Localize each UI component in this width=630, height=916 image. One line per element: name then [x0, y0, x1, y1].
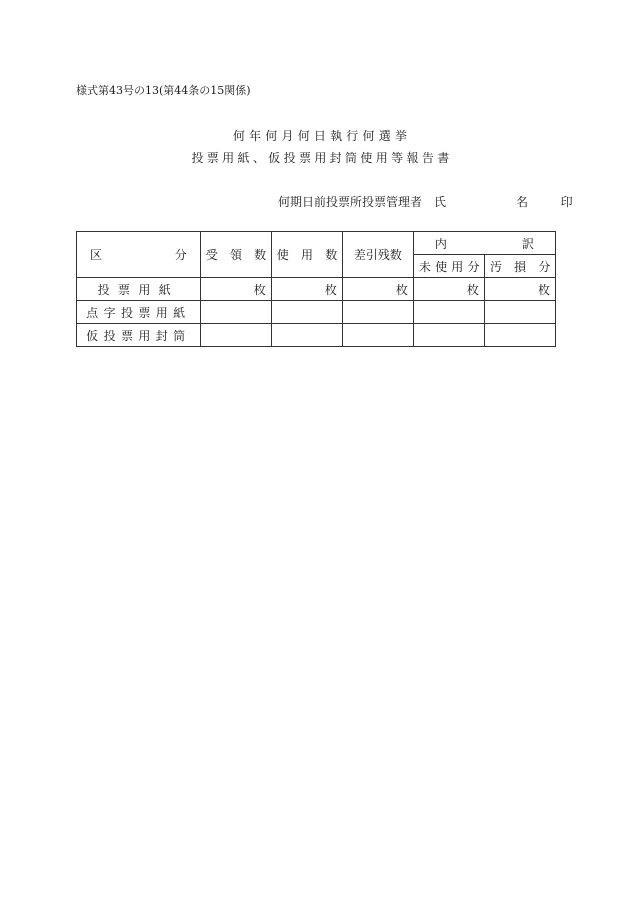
header-category-right: 分 [174, 248, 187, 262]
report-title-line-2: 投票用紙、仮投票用封筒使用等報告書 [191, 151, 453, 165]
row-label: 点字投票用紙 [77, 301, 201, 324]
cell-damaged [484, 301, 555, 324]
form-number: 様式第43号の13(第44条の15関係) [76, 84, 251, 97]
cell-used: 枚 [271, 278, 342, 301]
report-table [76, 231, 556, 347]
cell-remaining [342, 301, 413, 324]
cell-received [200, 324, 271, 347]
header-row-1 [77, 232, 556, 255]
cell-damaged [484, 324, 555, 347]
cell-used [271, 324, 342, 347]
header-unused: 未使用分 [413, 255, 484, 278]
header-breakdown-right: 訳 [521, 236, 534, 251]
manager-label: 何期日前投票所投票管理者 氏 [278, 195, 447, 209]
cell-received [200, 301, 271, 324]
header-category-left: 区 [90, 248, 103, 262]
cell-used [271, 301, 342, 324]
header-breakdown [413, 232, 555, 255]
cell-remaining: 枚 [342, 278, 413, 301]
header-received: 受 領 数 [200, 232, 271, 278]
header-used: 使 用 数 [271, 232, 342, 278]
cell-received: 枚 [200, 278, 271, 301]
table-row [77, 324, 556, 347]
header-category [77, 232, 201, 278]
table-row [77, 301, 556, 324]
table-row [77, 278, 556, 301]
row-label: 投票用紙 [77, 278, 201, 301]
header-damaged: 汚 損 分 [484, 255, 555, 278]
report-title-line-1: 何年何月何日執行何選挙 [232, 129, 412, 143]
name-seal-label: 名 印 [516, 195, 588, 209]
cell-unused [413, 324, 484, 347]
header-breakdown-left: 内 [434, 236, 447, 251]
cell-remaining [342, 324, 413, 347]
header-remaining: 差引残数 [342, 232, 413, 278]
cell-unused [413, 301, 484, 324]
cell-unused: 枚 [413, 278, 484, 301]
row-label: 仮投票用封筒 [77, 324, 201, 347]
cell-damaged: 枚 [484, 278, 555, 301]
